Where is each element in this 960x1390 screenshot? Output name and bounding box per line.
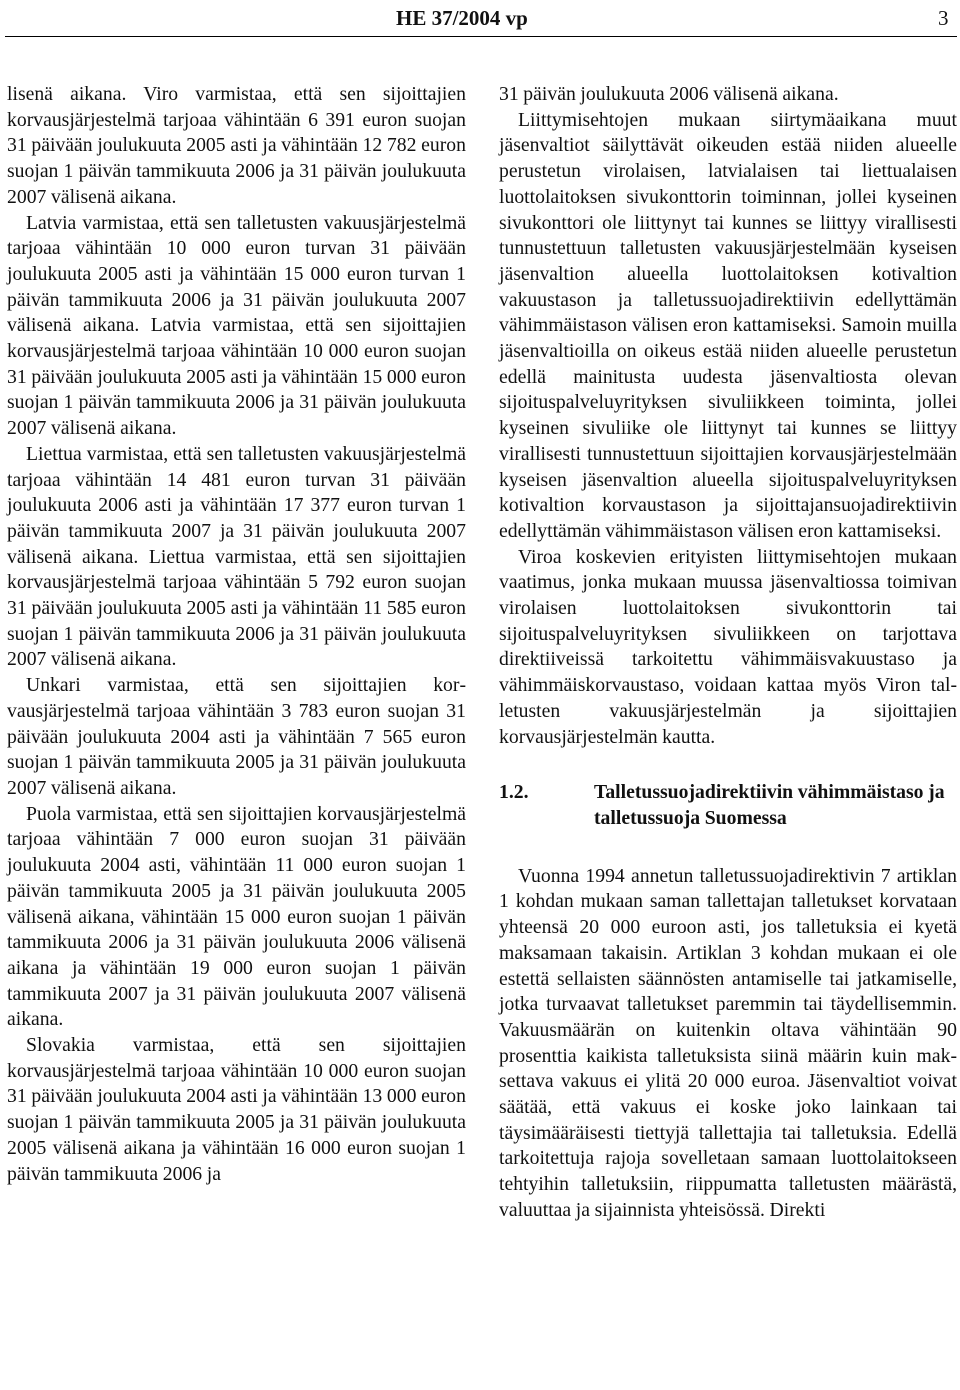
- paragraph-slovakia: Slovakia varmistaa, että sen sijoittajien korvausjärjestelmä tarjoaa vähintään 10 000 euron suojan 31 päivään joulukuuta 2004 asti ja vähintään 13 000 euron suojan 1 päivän tammikuuta 2005 ja 31 päivän joulukuuta 2005 välisenä aikana ja vähintään 16 000 euron suojan 1 päivän tammikuuta 2006 ja: [7, 1034, 466, 1185]
- paragraph-hungary: Unkari varmistaa, että sen sijoittajien korvausjärjestelmä tarjoaa vähintään 3 783 euron suojan 31 päivään joulukuuta 2004 asti ja vähintään 7 565 euron suojan 1 päivän tammikuuta 2005 ja 31 päivän joulukuuta 2007 välisenä aikana.: [7, 674, 466, 799]
- header-rule: [5, 36, 957, 37]
- paragraph-slovakia-continued: 31 päivän joulukuuta 2006 välisenä aikana.: [499, 83, 839, 105]
- paragraph-lithuania: Liettua varmistaa, että sen talletusten vakuusjärjestelmä tarjoaa vähintään 14 481 euron turvan 31 päivään joulukuuta 2006 asti ja vähintään 17 377 euron turvan 1 päivän tammikuuta 2007 ja 31 päivän joulukuuta 2007 välisenä aikana. Liettua varmistaa, että sen sijoittajien korvausjärjestelmä tarjoaa vähintään 5 792 euron suojan 31 päivään joulukuuta 2005 asti ja vähintään 11 585 euron suojan 1 päivän tammikuuta 2006 ja 31 päivän joulukuuta 2007 välisenä aikana.: [7, 442, 466, 671]
- section-heading: [499, 780, 957, 831]
- page-header: [0, 4, 960, 34]
- left-column: [7, 82, 466, 1187]
- section-number: 1.2.: [499, 781, 529, 804]
- right-column: [499, 82, 957, 1224]
- paragraph-estonia-special-terms: Viroa koskevien erityisten liittymisehtojen mukaan vaatimus, jonka mukaan muussa jäsenvaltiossa toimivan virolaisen luottolaitoksen sivukonttorin tai sijoituspalveluyrityksen sivuliikkeen on tarjottava direktiiveissä tarkoitettu vähimmäisvakuustaso ja vähimmäiskorvaustaso, voidaan kattaa myös Viron talletusten vakuusjärjestelmän ja sijoittajien korvausjärjestelmän kautta.: [499, 545, 957, 748]
- paragraph-deposit-directive: Vuonna 1994 annetun talletussuojadirektivin 7 artiklan 1 kohdan mukaan saman tallettajan talletukset korvataan yhteensä 20 000 euroon asti, jos talletuksia ei kyetä maksamaan takaisin. Artiklan 3 kohdan mukaan ei ole estettä sellaisten säännösten antamiselle tai jatkamiselle, jotka turvaavat talletukset paremmin tai täydellisemmin. Vakuusmäärän on kuitenkin oltava vähintään 90 prosenttia kaikista talletuksista siinä määrin kuin maksettava vakuus ei ylitä 20 000 euroa. Jäsenvaltiot voivat säätää, että vakuus ei koske joko lainkaan tai täysimääräisesti tiettyjä tallettajia tai talletuksia. Edellä tarkoitettuja rajoja sovelletaan samaan luottolaitokseen tehtyihin talletuksiin, riippumatta talletusten määrästä, valuuttaa ja sijainnista yhteisössä. Direkti: [499, 864, 957, 1221]
- document-id: HE 37/2004 vp: [396, 6, 528, 30]
- paragraph-estonia-investor: lisenä aikana. Viro varmistaa, että sen sijoittajien korvausjärjestelmä tarjoaa vähintään 6 391 euron suojan 31 päivään joulukuuta 2005 asti ja vähintään 12 782 euron suojan 1 päivän tammikuuta 2006 ja 31 päivän joulukuuta 2007 välisenä aikana.: [7, 83, 466, 208]
- paragraph-poland: Puola varmistaa, että sen sijoittajien korvausjärjestelmä tarjoaa vähintään 7 000 euron suojan 31 päivään joulukuuta 2004 asti, vähintään 11 000 euron suojan 1 päivän tammikuuta 2005 ja 31 päivän joulukuuta 2005 välisenä aikana, vähintään 15 000 euron suojan 1 päivän tammikuuta 2006 ja 31 päivän joulukuuta 2006 välisenä aikana ja vähintään 19 000 euron suojan 1 päivän tammikuuta 2007 ja 31 päivän joulukuuta 2007 välisenä aikana.: [7, 802, 466, 1031]
- page-number: 3: [938, 6, 949, 30]
- paragraph-latvia: Latvia varmistaa, että sen talletusten vakuusjärjestelmä tarjoaa vähintään 10 000 euron turvan 31 päivään joulukuuta 2005 asti ja vähintään 15 000 euron turvan 1 päivän tammikuuta 2006 ja 31 päivän joulukuuta 2007 välisenä aikana. Latvia varmistaa, että sen sijoittajien korvausjärjestelmä tarjoaa vähintään 10 000 euron suojan 31 päivään joulukuuta 2005 asti ja vähintään 15 000 euron suojan 1 päivän tammikuuta 2006 ja 31 päivän joulukuuta 2007 välisenä aikana.: [7, 211, 466, 440]
- paragraph-accession-terms: Liittymisehtojen mukaan siirtymäaikana muut jäsenvaltiot säilyttävät oikeuden estää niiden alueelle perustetun virolaisen, latvialaisen tai liettualaisen luottolaitoksen sivukonttorin toiminnan, jollei kyseinen sivukonttori ole liittynyt tai kunnes se liittyy virallisesti tunnustettuun talletusten vakuusjärjestelmään kyseisen jäsenvaltion alueella luottolaitoksen kotivaltion vakuustason ja talletussuojadirektiivin edellyttämän vähimmäistason välisen eron kattamiseksi. Samoin muilla jäsenvaltioilla on oikeus estää niiden alueelle perustetun edellä mainitusta uudesta jäsenvaltiosta olevan sijoituspalveluyrityksen sivuliikkeen toiminta, jollei kyseinen sivuliike ole liittynyt tai kunnes se liittyy virallisesti tunnustettuun sijoittajien korvausjärjestelmään kyseisen jäsenvaltion alueella sijoituspalveluyrityksen kotivaltion korvaustason ja sijoittajansuojadirektiivin edellyttämän vähimmäistason välisen eron kattamiseksi.: [499, 108, 957, 542]
- section-title: Talletussuojadirektiivin vähimmäistaso ja talletussuoja Suomessa: [594, 781, 945, 829]
